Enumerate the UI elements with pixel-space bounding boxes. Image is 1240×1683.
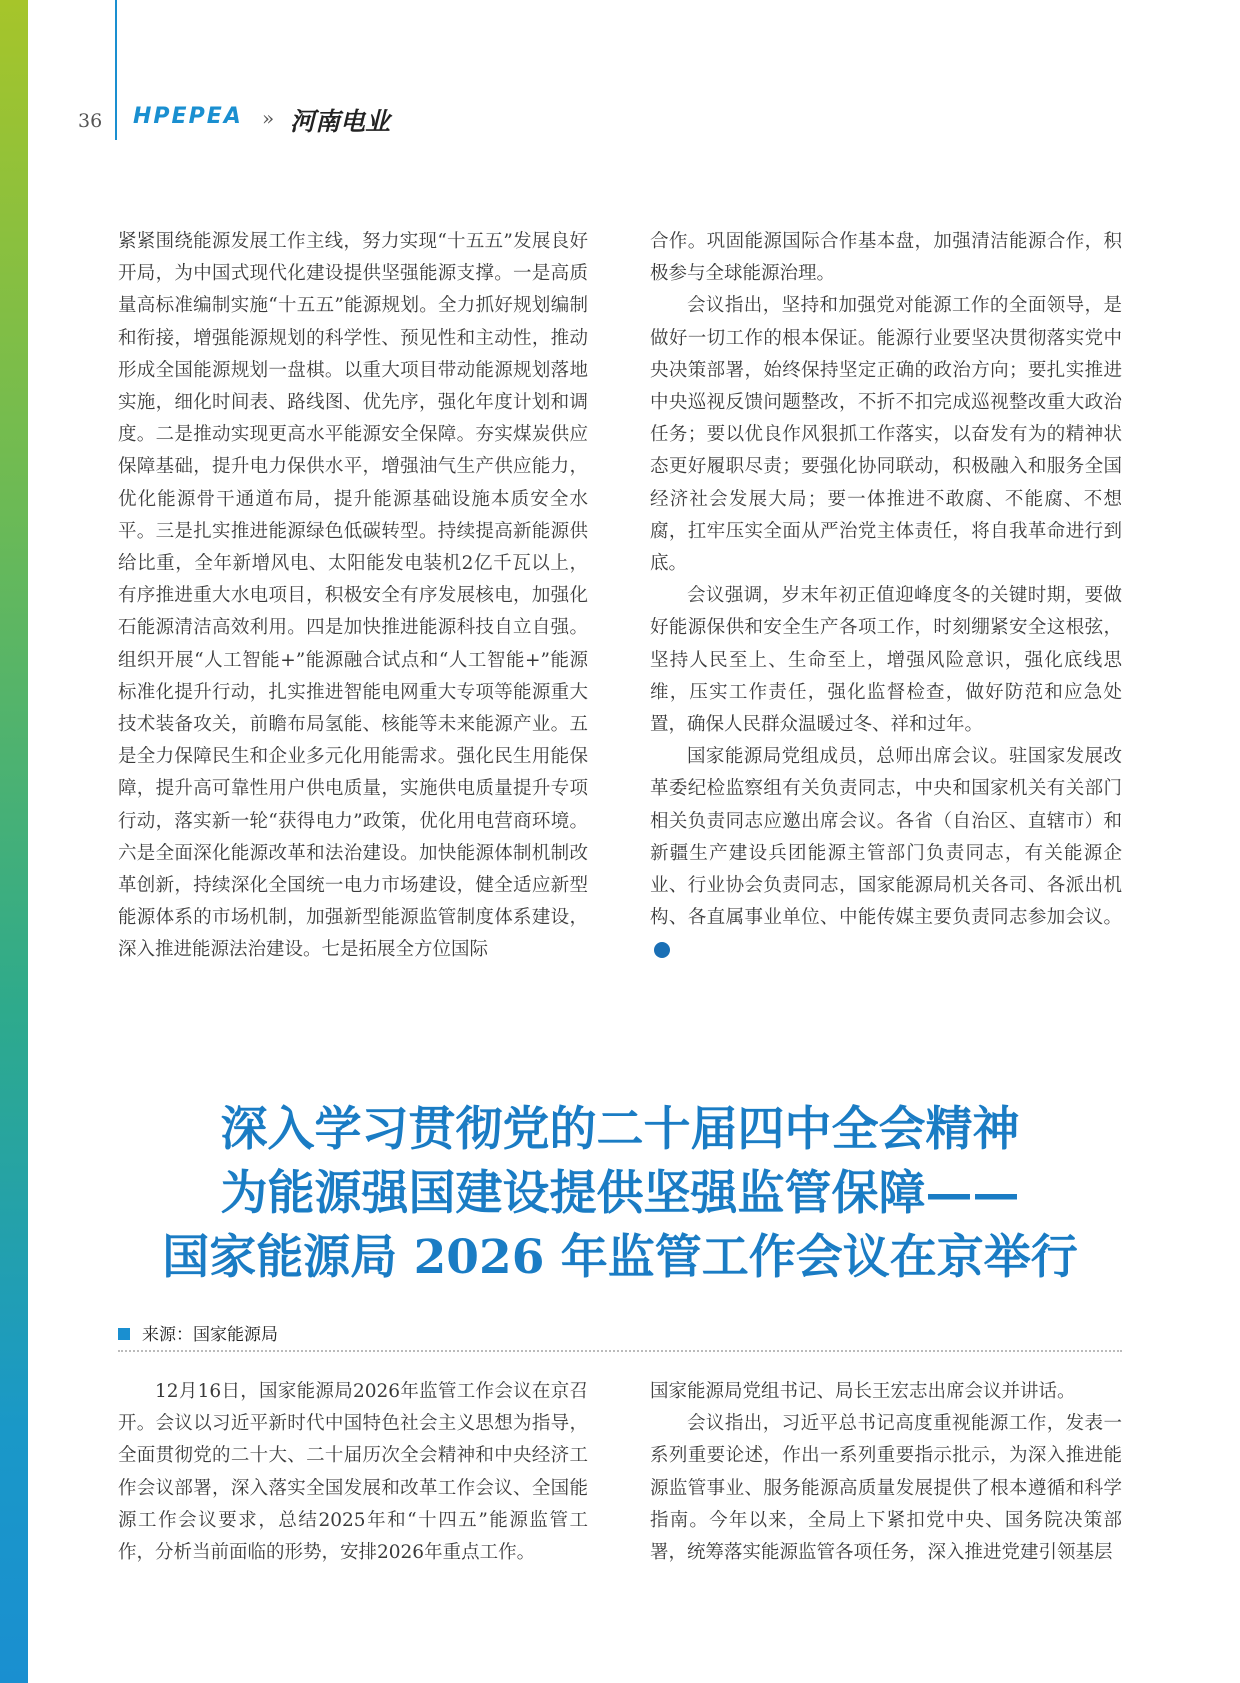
brand-separator: »	[262, 106, 275, 130]
dotted-divider	[118, 1350, 1122, 1352]
article2-paragraph: 12月16日，国家能源局2026年监管工作会议在京召开。会议以习近平新时代中国特色社会主义思想为指导，全面贯彻党的二十大、二十届历次全会精神和中央经济工作会议部署，深入落实全国发展和改革工作会议、全国能源工作会议要求，总结2025年和“十四五”能源监管工作，分析当前面临的形势，安排2026年重点工作。	[118, 1381, 588, 1564]
side-color-bar	[0, 0, 28, 1683]
article-source	[118, 1320, 278, 1345]
article1-paragraph-text: 国家能源局党组成员，总师出席会议。驻国家发展改革委纪检监察组有关负责同志，中央和国家机关有关部门相关负责同志应邀出席会议。各省（自治区、直辖市）和新疆生产建设兵团能源主管部门负责同志，有关能源企业、行业协会负责同志，国家能源局机关各司、各派出机构、各直属事业单位、中能传媒主要负责同志参加会议。	[650, 746, 1122, 929]
source-text: 来源：国家能源局	[142, 1325, 278, 1345]
brand-logo-latin: HPEPEA	[133, 104, 243, 129]
article2-title	[120, 1098, 1120, 1290]
article1-column-left	[118, 226, 588, 967]
header-divider	[115, 0, 117, 140]
square-bullet-icon	[118, 1328, 130, 1340]
brand-logo-chinese: 河南电业	[290, 107, 391, 136]
article2-paragraph: 国家能源局党组书记、局长王宏志出席会议并讲话。	[650, 1381, 1076, 1402]
article1-column-right	[650, 226, 1122, 967]
article2-column-right	[650, 1376, 1122, 1569]
end-mark-icon: 电	[654, 942, 670, 958]
page-number: 36	[78, 110, 103, 132]
title-line: 为能源强国建设提供坚强监管保障——	[220, 1166, 1020, 1221]
article2-paragraph: 会议指出，习近平总书记高度重视能源工作，发表一系列重要论述，作出一系列重要指示批示，为深入推进能源监管事业、服务能源高质量发展提供了根本遵循和科学指南。今年以来，全局上下紧扣党中央、国务院决策部署，统筹落实能源监管各项任务，深入推进党建引领基层	[650, 1413, 1122, 1564]
title-line: 深入学习贯彻党的二十届四中全会精神	[220, 1102, 1020, 1157]
article1-paragraph: 紧紧围绕能源发展工作主线，努力实现“十五五”发展良好开局，为中国式现代化建设提供坚强能源支撑。一是高质量高标准编制实施“十五五”能源规划。全力抓好规划编制和衔接，增强能源规划的科学性、预见性和主动性，推动形成全国能源规划一盘棋。以重大项目带动能源规划落地实施，细化时间表、路线图、优先序，强化年度计划和调度。二是推动实现更高水平能源安全保障。夯实煤炭供应保障基础，提升电力保供水平，增强油气生产供应能力，优化能源骨干通道布局，提升能源基础设施本质安全水平。三是扎实推进能源绿色低碳转型。持续提高新能源供给比重，全年新增风电、太阳能发电装机2亿千瓦以上，有序推进重大水电项目，积极安全有序发展核电，加强化石能源清洁高效利用。四是加快推进能源科技自立自强。组织开展“人工智能+”能源融合试点和“人工智能+”能源标准化提升行动，扎实推进智能电网重大专项等能源重大技术装备攻关，前瞻布局氢能、核能等未来能源产业。五是全力保障民生和企业多元化用能需求。强化民生用能保障，提升高可靠性用户供电质量，实施供电质量提升专项行动，落实新一轮“获得电力”政策，优化用电营商环境。六是全面深化能源改革和法治建设。加快能源体制机制改革创新，持续深化全国统一电力市场建设，健全适应新型能源体系的市场机制，加强新型能源监管制度体系建设，深入推进能源法治建设。七是拓展全方位国际	[118, 231, 588, 961]
article1-paragraph	[650, 741, 1122, 966]
article1-paragraph: 会议指出，坚持和加强党对能源工作的全面领导，是做好一切工作的根本保证。能源行业要坚决贯彻落实党中央决策部署，始终保持坚定正确的政治方向；要扎实推进中央巡视反馈问题整改，不折不扣完成巡视整改重大政治任务；要以优良作风狠抓工作落实，以奋发有为的精神状态更好履职尽责；要强化协同联动，积极融入和服务全国经济社会发展大局；要一体推进不敢腐、不能腐、不想腐，扛牢压实全面从严治党主体责任，将自我革命进行到底。	[650, 295, 1122, 575]
article2-column-left	[118, 1376, 588, 1569]
title-line: 国家能源局 2026 年监管工作会议在京举行	[162, 1230, 1078, 1285]
article1-paragraph: 合作。巩固能源国际合作基本盘，加强清洁能源合作，积极参与全球能源治理。	[650, 231, 1122, 285]
article1-paragraph: 会议强调，岁末年初正值迎峰度冬的关键时期，要做好能源保供和安全生产各项工作，时刻绷紧安全这根弦，坚持人民至上、生命至上，增强风险意识，强化底线思维，压实工作责任，强化监督检查，做好防范和应急处置，确保人民群众温暖过冬、祥和过年。	[650, 585, 1122, 736]
